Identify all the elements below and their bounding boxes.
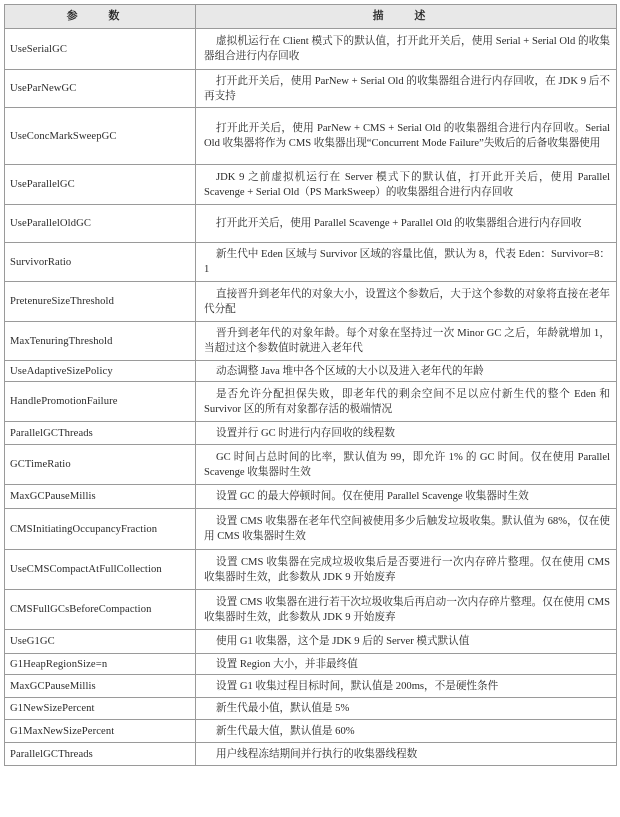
gc-parameters-table — [4, 4, 617, 766]
parameter-name: SurvivorRatio — [5, 243, 196, 282]
table-row — [5, 70, 617, 108]
parameter-description-cell — [196, 445, 617, 485]
parameter-description-cell — [196, 698, 617, 720]
parameter-name: G1HeapRegionSize=n — [5, 654, 196, 675]
parameter-description: JDK 9 之前虚拟机运行在 Server 模式下的默认值，打开此开关后，使用 Parallel Scavenge + Serial Old（PS MarkSweep）的收集器组合进行内存回收 — [204, 171, 610, 198]
parameter-description: 使用 G1 收集器，这个是 JDK 9 后的 Server 模式默认值 — [216, 636, 470, 647]
parameter-description: 设置 G1 收集过程目标时间，默认值是 200ms，不是硬性条件 — [216, 680, 499, 692]
parameter-description-cell — [196, 743, 617, 766]
parameter-name: MaxGCPauseMillis — [5, 675, 196, 698]
parameter-description: 新生代最大值，默认值是 60% — [216, 725, 355, 737]
parameter-name: UseSerialGC — [5, 29, 196, 70]
table-row — [5, 590, 617, 630]
parameter-name: UseConcMarkSweepGC — [5, 108, 196, 165]
parameter-description-cell — [196, 243, 617, 282]
parameter-description-cell — [196, 422, 617, 445]
parameter-name: G1NewSizePercent — [5, 698, 196, 720]
parameter-description: 虚拟机运行在 Client 模式下的默认值，打开此开关后，使用 Serial + Serial Old 的收集器组合进行内存回收 — [204, 36, 610, 62]
parameter-description: 设置并行 GC 时进行内存回收的线程数 — [216, 427, 395, 439]
parameter-description-cell — [196, 108, 617, 165]
parameter-description: 打开此开关后，使用 ParNew + CMS + Serial Old 的收集器组合进行内存回收。Serial Old 收集器将作为 CMS 收集器出现“Concurrent Mode Failure”失败后的后备收集器使用 — [204, 123, 610, 149]
table-row — [5, 654, 617, 675]
table-row — [5, 322, 617, 361]
parameter-name: CMSFullGCsBeforeCompaction — [5, 590, 196, 630]
table-row — [5, 485, 617, 509]
parameter-description: 打开此开关后，使用 Parallel Scavenge + Parallel Old 的收集器组合进行内存回收 — [216, 218, 582, 229]
table-row — [5, 422, 617, 445]
header-parameter: 参 数 — [5, 5, 196, 29]
parameter-description: GC 时间占总时间的比率，默认值为 99，即允许 1% 的 GC 时间。仅在使用 Parallel Scavenge 收集器时生效 — [204, 451, 610, 478]
parameter-name: HandlePromotionFailure — [5, 382, 196, 422]
parameter-description: 用户线程冻结期间并行执行的收集器线程数 — [216, 748, 418, 760]
table-row — [5, 445, 617, 485]
parameter-description: 设置 Region 大小，并非最终值 — [216, 658, 358, 670]
parameter-description-cell — [196, 282, 617, 322]
table-row — [5, 509, 617, 550]
table-row — [5, 205, 617, 243]
parameter-name: PretenureSizeThreshold — [5, 282, 196, 322]
parameter-name: MaxTenuringThreshold — [5, 322, 196, 361]
table-row — [5, 282, 617, 322]
parameter-description-cell — [196, 590, 617, 630]
parameter-description-cell — [196, 509, 617, 550]
parameter-name: UseParNewGC — [5, 70, 196, 108]
table-row — [5, 698, 617, 720]
parameter-description-cell — [196, 675, 617, 698]
parameter-name: UseCMSCompactAtFullCollection — [5, 550, 196, 590]
parameter-name: CMSInitiatingOccupancyFraction — [5, 509, 196, 550]
table-row — [5, 165, 617, 205]
parameter-description-cell — [196, 361, 617, 382]
parameter-description: 设置 GC 的最大停顿时间。仅在使用 Parallel Scavenge 收集器时生效 — [216, 491, 529, 502]
parameter-description-cell — [196, 29, 617, 70]
table-row — [5, 720, 617, 743]
parameter-name: UseParallelGC — [5, 165, 196, 205]
parameter-description: 设置 CMS 收集器在老年代空间被使用多少后触发垃圾收集。默认值为 68%，仅在使用 CMS 收集器时生效 — [204, 516, 610, 542]
parameter-description-cell — [196, 322, 617, 361]
table-row — [5, 630, 617, 654]
table-row — [5, 743, 617, 766]
parameter-description-cell — [196, 485, 617, 509]
parameter-name: GCTimeRatio — [5, 445, 196, 485]
parameter-name: ParallelGCThreads — [5, 743, 196, 766]
parameter-description: 新生代中 Eden 区域与 Survivor 区域的容量比值，默认为 8，代表 Eden：Survivor=8：1 — [204, 249, 610, 275]
parameter-description: 新生代最小值，默认值是 5% — [216, 703, 350, 714]
table-row — [5, 29, 617, 70]
parameter-description-cell — [196, 720, 617, 743]
parameter-description: 晋升到老年代的对象年龄。每个对象在坚持过一次 Minor GC 之后，年龄就增加 1，当超过这个参数值时就进入老年代 — [204, 328, 610, 354]
parameter-description: 设置 CMS 收集器在进行若干次垃圾收集后再启动一次内存碎片整理。仅在使用 CMS 收集器时生效，此参数从 JDK 9 开始废弃 — [204, 596, 610, 623]
parameter-description: 打开此开关后，使用 ParNew + Serial Old 的收集器组合进行内存回收，在 JDK 9 后不再支持 — [204, 75, 610, 102]
parameter-description: 是否允许分配担保失败，即老年代的剩余空间不足以应付新生代的整个 Eden 和 Survivor 区的所有对象都存活的极端情况 — [204, 388, 610, 415]
parameter-description: 动态调整 Java 堆中各个区域的大小以及进入老年代的年龄 — [216, 365, 484, 377]
parameter-name: UseParallelOldGC — [5, 205, 196, 243]
parameter-name: ParallelGCThreads — [5, 422, 196, 445]
table-header-row — [5, 5, 617, 29]
table-row — [5, 243, 617, 282]
parameter-name: MaxGCPauseMillis — [5, 485, 196, 509]
parameter-description-cell — [196, 382, 617, 422]
header-description: 描 述 — [196, 5, 617, 29]
table-row — [5, 108, 617, 165]
parameter-name: UseAdaptiveSizePolicy — [5, 361, 196, 382]
parameter-description-cell — [196, 165, 617, 205]
parameter-description: 直接晋升到老年代的对象大小，设置这个参数后，大于这个参数的对象将直接在老年代分配 — [204, 288, 610, 315]
table-row — [5, 382, 617, 422]
parameter-name: G1MaxNewSizePercent — [5, 720, 196, 743]
parameter-description-cell — [196, 550, 617, 590]
table-row — [5, 675, 617, 698]
parameter-description-cell — [196, 630, 617, 654]
parameter-name: UseG1GC — [5, 630, 196, 654]
parameter-description-cell — [196, 654, 617, 675]
parameter-description: 设置 CMS 收集器在完成垃圾收集后是否要进行一次内存碎片整理。仅在使用 CMS 收集器时生效，此参数从 JDK 9 开始废弃 — [204, 556, 610, 583]
parameter-description-cell — [196, 205, 617, 243]
parameter-description-cell — [196, 70, 617, 108]
table-row — [5, 361, 617, 382]
table-row — [5, 550, 617, 590]
